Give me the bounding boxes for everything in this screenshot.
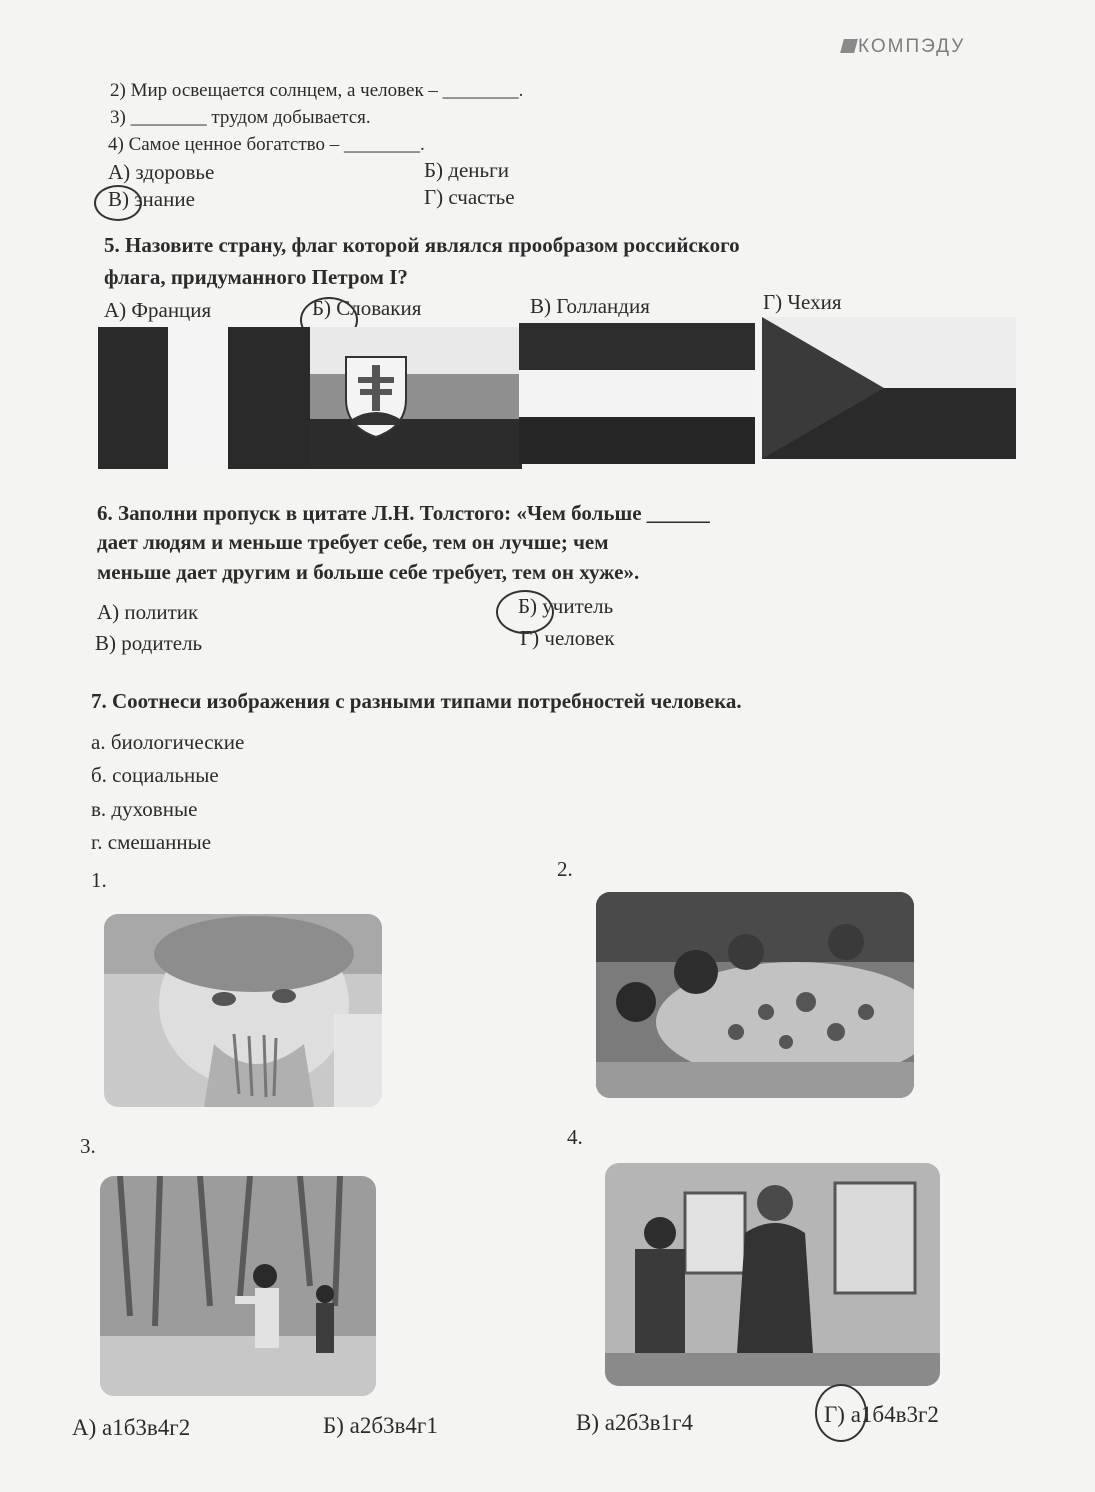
q7-answer-a[interactable]: А) а1б3в4г2: [72, 1415, 191, 1440]
answer-circle-mark: [815, 1384, 867, 1442]
image-number-1: 1.: [91, 868, 107, 892]
q6-option-g[interactable]: Г) человек: [520, 626, 615, 650]
france-flag-icon: [98, 327, 310, 469]
q5-title-line1: 5. Назовите страну, флаг которой являлся прообразом российского: [104, 233, 740, 257]
proverb-2: 2) Мир освещается солнцем, а человек – ________.: [110, 80, 524, 101]
q7-item-v: в. духовные: [91, 797, 198, 821]
child-eating-photo-icon: [104, 914, 382, 1107]
q7-answer-v[interactable]: В) а2б3в1г4: [576, 1410, 693, 1435]
proverb-option-g[interactable]: Г) счастье: [424, 185, 515, 209]
answer-circle-mark: [496, 590, 554, 634]
q5-option-a[interactable]: А) Франция: [104, 298, 212, 322]
czech-flag-icon: [762, 317, 1016, 459]
slovakia-flag-icon: [310, 327, 522, 469]
q5-title-line2: флага, придуманного Петром I?: [104, 265, 408, 289]
q7-answer-g[interactable]: Г) а1б4в3г2: [824, 1402, 939, 1427]
image-number-3: 3.: [80, 1134, 96, 1158]
painting-class-photo-icon: [605, 1163, 940, 1386]
q7-item-g: г. смешанные: [91, 830, 212, 854]
proverb-option-v[interactable]: В) знание: [108, 187, 195, 211]
logo-mark-icon: [840, 39, 858, 53]
q6-option-a[interactable]: А) политик: [97, 600, 199, 624]
image-number-4: 4.: [567, 1125, 583, 1149]
q7-answer-b[interactable]: Б) а2б3в4г1: [323, 1413, 438, 1438]
proverb-3: 3) ________ трудом добывается.: [110, 107, 371, 128]
q7-item-b: б. социальные: [91, 763, 219, 787]
q5-option-g[interactable]: Г) Чехия: [763, 290, 842, 314]
answer-circle-mark: [94, 185, 142, 221]
image-number-2: 2.: [557, 857, 573, 881]
proverb-option-b[interactable]: Б) деньги: [424, 158, 509, 182]
q5-option-b[interactable]: Б) Словакия: [312, 296, 422, 320]
q6-title-line2: дает людям и меньше требует себе, тем он лучше; чем: [97, 530, 609, 554]
q6-option-b[interactable]: Б) учитель: [518, 594, 614, 618]
proverb-option-a[interactable]: А) здоровье: [108, 160, 215, 184]
q7-item-a: а. биологические: [91, 730, 245, 754]
proverb-4: 4) Самое ценное богатство – ________.: [108, 134, 425, 155]
q5-option-v[interactable]: В) Голландия: [530, 294, 650, 318]
q7-title: 7. Соотнеси изображения с разными типами потребностей человека.: [91, 689, 742, 713]
q6-title-line3: меньше дает другим и больше себе требует, тем он хуже».: [97, 560, 640, 584]
netherlands-flag-icon: [519, 323, 755, 464]
group-dinner-photo-icon: [596, 892, 914, 1098]
kompedu-logo: [842, 36, 965, 58]
waterfall-rock-photo-icon: [100, 1176, 376, 1396]
q6-title-line1: 6. Заполни пропуск в цитате Л.Н. Толстого: «Чем больше ______: [97, 501, 710, 525]
logo-text: КОМПЭДУ: [858, 36, 966, 57]
q6-option-v[interactable]: В) родитель: [95, 631, 203, 655]
